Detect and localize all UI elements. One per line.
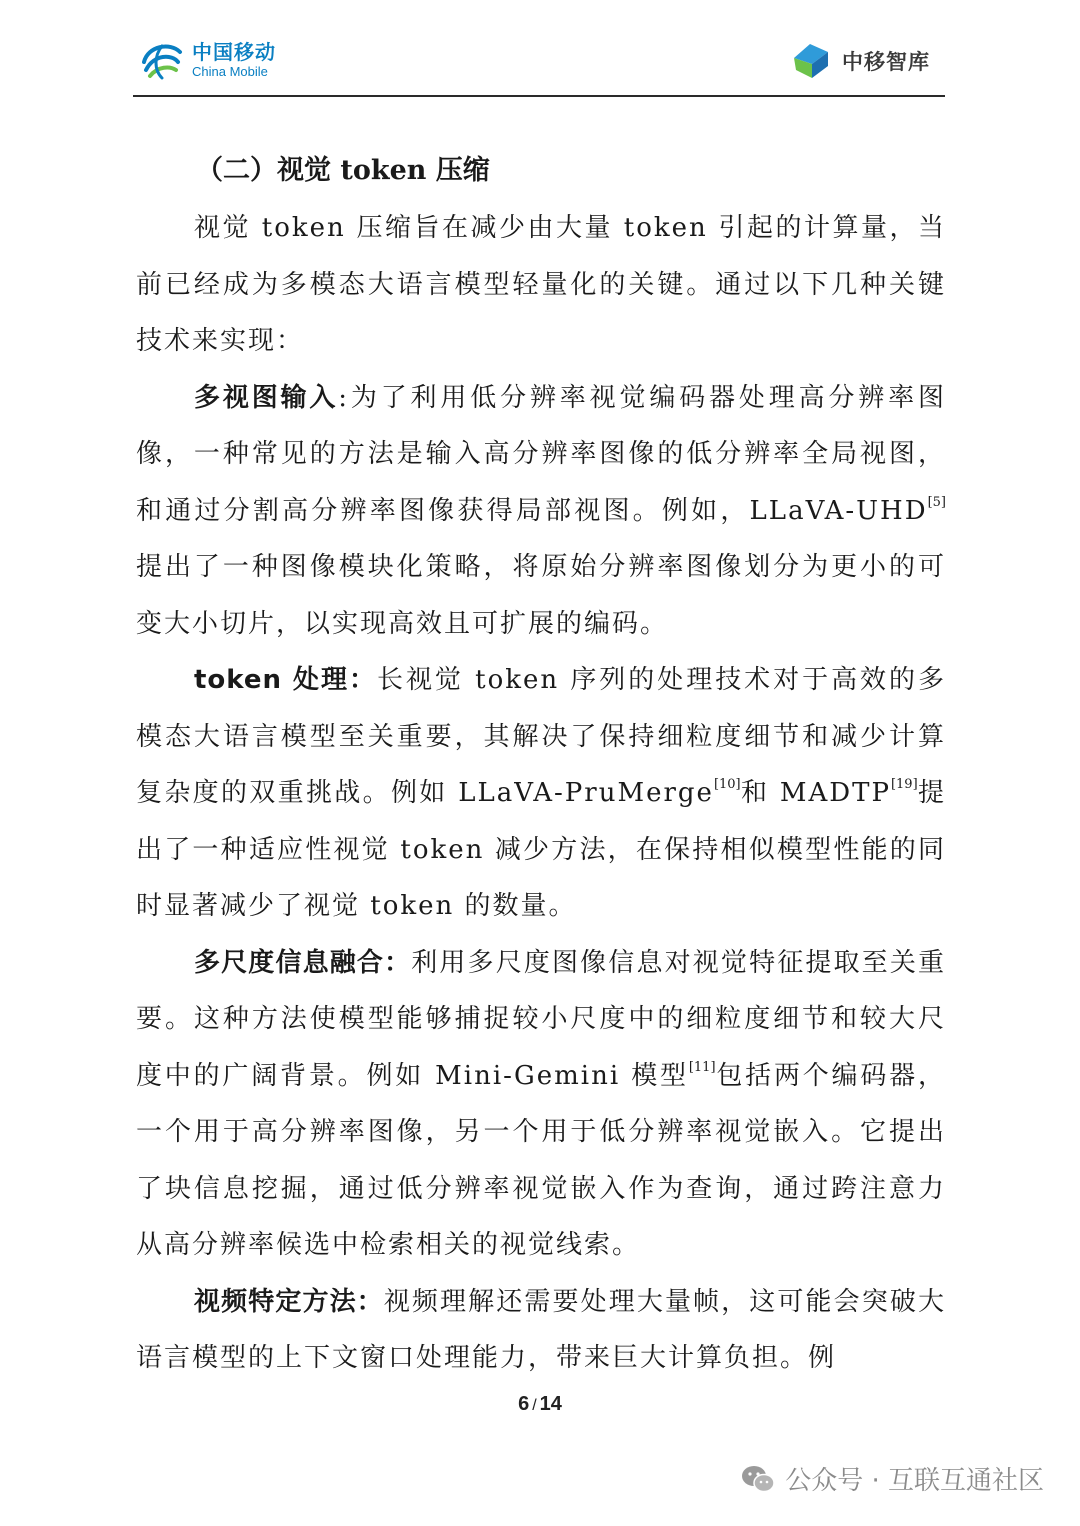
paragraph-multiview: [136, 370, 946, 653]
paragraph-text: 长视觉 token 序列的处理技术对于高效的多模态大语言模型至关重要，其解决了保持细粒度细节和减少计算复杂度的双重挑战。例如 LLaVA-PruMerge: [136, 665, 946, 808]
page-separator: /: [532, 1397, 537, 1414]
watermark-text: 公众号 · 互联互通社区: [785, 1466, 1044, 1496]
paragraph-text: 利用多尺度图像信息对视觉特征提取至关重要。这种方法使模型能够捕捉较小尺度中的细粒度细节和较大尺度中的广阔背景。例如 Mini-Gemini 模型: [136, 947, 946, 1091]
wechat-icon: [741, 1464, 775, 1494]
citation: [19]: [890, 777, 918, 792]
document-body: [136, 142, 946, 1387]
citation: [5]: [927, 494, 946, 510]
citation: [10]: [713, 777, 741, 792]
paragraph-token-processing: [136, 652, 946, 935]
page-current: 6: [518, 1393, 530, 1415]
paragraph-video: [136, 1274, 946, 1387]
page-number: [0, 1393, 1080, 1416]
zhongyi-zhiku-logo-icon: [788, 38, 834, 84]
paragraph-text: 提出了一种适应性视觉 token 减少方法，在保持相似模型性能的同时显著减少了视觉 token 的数量。: [136, 778, 946, 921]
china-mobile-logo-en: China Mobile: [192, 64, 268, 79]
zhongyi-zhiku-logo-cn: 中移智库: [842, 50, 930, 74]
paragraph-multiscale-title: 多尺度信息融合：: [194, 947, 412, 978]
china-mobile-logo: [140, 40, 276, 80]
zhongyi-zhiku-logo: [788, 38, 930, 84]
paragraph-multiscale: [136, 935, 946, 1274]
paragraph-text: 视频理解还需要处理大量帧，这可能会突破大语言模型的上下文窗口处理能力，带来巨大计算负担。例: [136, 1286, 946, 1373]
paragraph-text: 提出了一种图像模块化策略，将原始分辨率图像划分为更小的可变大小切片，以实现高效且可扩展的编码。: [136, 552, 946, 639]
section-heading: （二）视觉 token 压缩: [196, 155, 490, 186]
citation: [11]: [688, 1059, 716, 1075]
paragraph-text: 和 MADTP: [740, 778, 891, 808]
paragraph-text: :为了利用低分辨率视觉编码器处理高分辨率图像，一种常见的方法是输入高分辨率图像的低分辨率全局视图，和通过分割高分辨率图像获得局部视图。例如，LLaVA-UHD: [136, 382, 946, 526]
page-header: [0, 0, 1080, 100]
china-mobile-logo-cn: 中国移动: [192, 40, 276, 64]
intro-paragraph: 视觉 token 压缩旨在减少由大量 token 引起的计算量，当前已经成为多模态大语言模型轻量化的关键。通过以下几种关键技术来实现：: [136, 213, 946, 356]
wechat-watermark: [741, 1460, 1044, 1497]
page-total: 14: [539, 1393, 562, 1415]
paragraph-token-processing-title: token 处理：: [194, 665, 377, 695]
header-divider: [133, 95, 945, 97]
paragraph-multiview-title: 多视图输入: [194, 382, 339, 413]
china-mobile-logo-icon: [140, 40, 184, 80]
paragraph-text: 包括两个编码器，一个用于高分辨率图像，另一个用于低分辨率视觉嵌入。它提出了块信息挖掘，通过低分辨率视觉嵌入作为查询，通过跨注意力从高分辨率候选中检索相关的视觉线索。: [136, 1060, 946, 1260]
paragraph-video-title: 视频特定方法：: [194, 1286, 384, 1317]
